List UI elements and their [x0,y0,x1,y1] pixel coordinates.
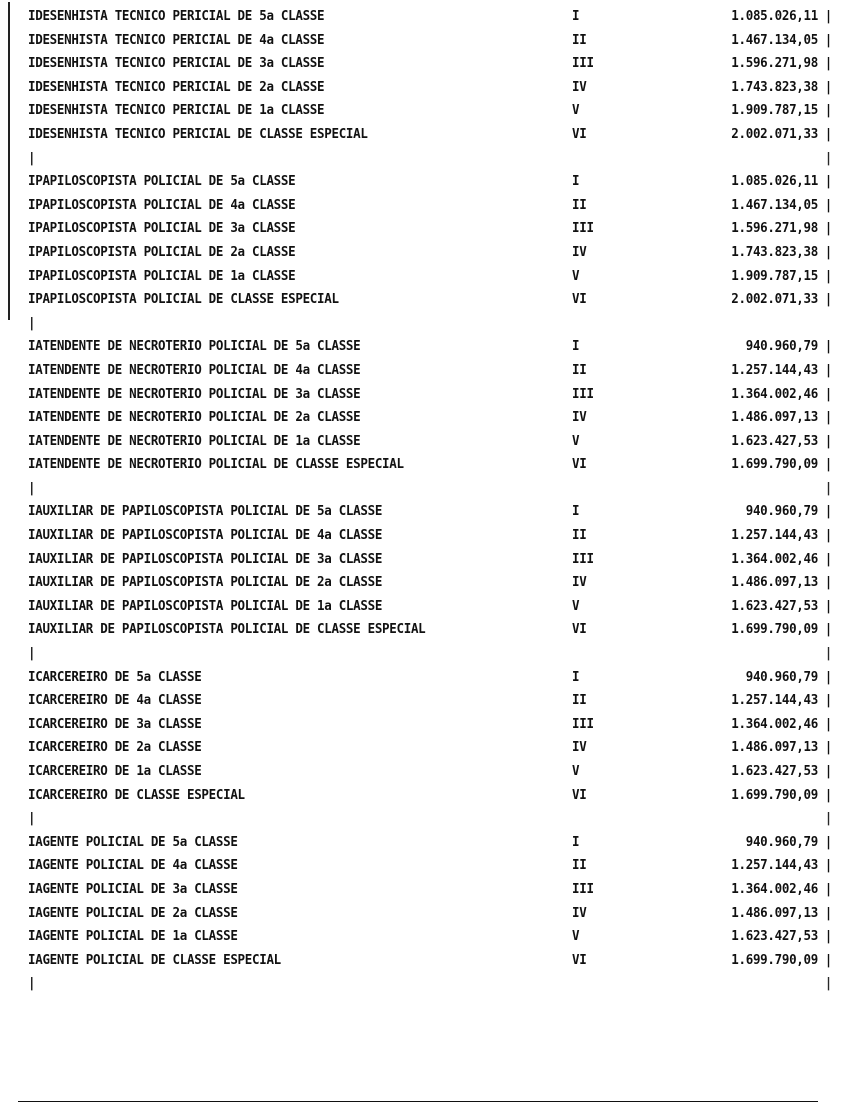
classe-cell: III [572,219,594,236]
valor-cell: 1.467.134,05 [731,196,818,213]
right-border-mark: | [824,833,832,850]
valor-cell: 1.623.427,53 [731,432,818,449]
table-row [12,876,832,901]
classe-cell: I [572,833,580,850]
valor-cell: 1.623.427,53 [731,927,818,944]
cargo-cell: IATENDENTE DE NECROTERIO POLICIAL DE 5a CLASSE [28,337,361,354]
cargo-cell: IAGENTE POLICIAL DE 4a CLASSE [28,856,238,873]
right-border-mark: | [824,455,832,472]
table-row [12,381,832,406]
classe-cell: IV [572,573,587,590]
cargo-cell: ICARCEREIRO DE 5a CLASSE [28,668,202,684]
table-row [12,829,832,854]
spacer-row [12,310,832,335]
spacer-row [12,971,832,996]
salary-table [12,4,832,995]
table-row [12,924,832,949]
classe-cell: II [572,856,587,873]
classe-cell: VI [572,455,587,472]
table-row [12,121,832,146]
right-border-mark: | [824,904,832,920]
cargo-cell: | [28,644,36,661]
table-row [12,263,832,288]
valor-cell: 1.909.787,15 [731,101,818,118]
table-row [12,522,832,547]
classe-cell: V [572,267,580,283]
classe-cell: VI [572,621,587,637]
table-row [12,546,832,571]
classe-cell: II [572,691,587,708]
valor-cell: 1.467.134,05 [731,31,818,47]
table-row [12,570,832,595]
cargo-cell: | [28,479,36,496]
table-row [12,711,832,736]
cargo-cell: ICARCEREIRO DE CLASSE ESPECIAL [28,786,245,802]
classe-cell: IV [572,243,587,260]
right-border-mark: | [824,172,832,189]
valor-cell: 1.085.026,11 [731,172,818,189]
classe-cell: V [572,432,580,449]
table-row [12,51,832,76]
cargo-cell: IDESENHISTA TECNICO PERICIAL DE 5a CLASSE [28,7,325,24]
valor-cell: 1.596.271,98 [731,54,818,71]
cargo-cell: IAUXILIAR DE PAPILOSCOPISTA POLICIAL DE 4a CLASSE [28,526,383,543]
right-border-mark: | [824,432,832,449]
table-row [12,947,832,972]
cargo-cell: IAUXILIAR DE PAPILOSCOPISTA POLICIAL DE 2a CLASSE [28,573,383,590]
table-row [12,499,832,524]
right-border-mark: | [824,479,832,496]
right-border-mark: | [824,951,832,968]
cargo-cell: ICARCEREIRO DE 4a CLASSE [28,691,202,708]
spacer-row [12,806,832,831]
cargo-cell: IAGENTE POLICIAL DE CLASSE ESPECIAL [28,951,281,968]
table-row [12,853,832,878]
table-row [12,74,832,99]
right-border-mark: | [824,196,832,213]
classe-cell: V [572,597,580,614]
cargo-cell: IPAPILOSCOPISTA POLICIAL DE 3a CLASSE [28,219,296,236]
classe-cell: VI [572,786,587,802]
spacer-row [12,475,832,500]
classe-cell: V [572,762,580,779]
classe-cell: III [572,54,594,71]
cargo-cell: IPAPILOSCOPISTA POLICIAL DE CLASSE ESPECIAL [28,290,339,307]
cargo-cell: IDESENHISTA TECNICO PERICIAL DE 2a CLASSE [28,78,325,95]
classe-cell: I [572,503,580,519]
valor-cell: 1.364.002,46 [731,715,818,732]
cargo-cell: IDESENHISTA TECNICO PERICIAL DE 1a CLASSE [28,101,325,118]
cargo-cell: IATENDENTE DE NECROTERIO POLICIAL DE 3a CLASSE [28,385,361,401]
table-row [12,3,832,28]
valor-cell: 1.743.823,38 [731,243,818,260]
right-border-mark: | [824,125,832,142]
classe-cell: I [572,668,580,684]
right-border-mark: | [824,526,832,543]
table-row [12,192,832,217]
valor-cell: 1.699.790,09 [731,951,818,968]
classe-cell: IV [572,78,587,95]
cargo-cell: IPAPILOSCOPISTA POLICIAL DE 5a CLASSE [28,172,296,189]
valor-cell: 2.002.071,33 [731,125,818,142]
cargo-cell: | [28,314,36,331]
table-row [12,593,832,618]
valor-cell: 1.909.787,15 [731,267,818,283]
cargo-cell: | [28,809,36,826]
table-row [12,357,832,382]
spacer-row [12,640,832,665]
valor-cell: 1.364.002,46 [731,550,818,567]
right-border-mark: | [824,739,832,755]
right-border-mark: | [824,361,832,378]
valor-cell: 940.960,79 [745,668,818,684]
table-row [12,27,832,52]
valor-cell: 1.364.002,46 [731,880,818,897]
valor-cell: 940.960,79 [745,337,818,354]
valor-cell: 1.699.790,09 [731,621,818,637]
table-row [12,452,832,477]
valor-cell: 940.960,79 [745,833,818,850]
right-border-mark: | [824,408,832,425]
cargo-cell: IATENDENTE DE NECROTERIO POLICIAL DE 4a CLASSE [28,361,361,378]
cargo-cell: | [28,974,36,991]
cargo-cell: IDESENHISTA TECNICO PERICIAL DE CLASSE ESPECIAL [28,125,368,142]
right-border-mark: | [824,880,832,897]
spacer-row [12,145,832,170]
valor-cell: 1.085.026,11 [731,7,818,24]
classe-cell: IV [572,739,587,755]
classe-cell: III [572,715,594,732]
cargo-cell: IDESENHISTA TECNICO PERICIAL DE 4a CLASSE [28,31,325,47]
right-border-mark: | [824,267,832,283]
table-left-border [8,2,10,320]
classe-cell: VI [572,951,587,968]
valor-cell: 1.699.790,09 [731,786,818,802]
valor-cell: 1.486.097,13 [731,408,818,425]
classe-cell: VI [572,125,587,142]
classe-cell: VI [572,290,587,307]
right-border-mark: | [824,644,832,661]
valor-cell: 1.623.427,53 [731,762,818,779]
cargo-cell: IAGENTE POLICIAL DE 1a CLASSE [28,927,238,944]
right-border-mark: | [824,691,832,708]
right-border-mark: | [824,715,832,732]
cargo-cell: IAUXILIAR DE PAPILOSCOPISTA POLICIAL DE 5a CLASSE [28,503,383,519]
valor-cell: 1.699.790,09 [731,455,818,472]
right-border-mark: | [824,54,832,71]
cargo-cell: ICARCEREIRO DE 1a CLASSE [28,762,202,779]
classe-cell: I [572,172,580,189]
valor-cell: 2.002.071,33 [731,290,818,307]
classe-cell: II [572,526,587,543]
right-border-mark: | [824,573,832,590]
table-row [12,664,832,689]
right-border-mark: | [824,337,832,354]
table-row [12,758,832,783]
right-border-mark: | [824,762,832,779]
right-border-mark: | [824,7,832,24]
cargo-cell: IAGENTE POLICIAL DE 2a CLASSE [28,904,238,920]
table-row [12,782,832,807]
table-row [12,688,832,713]
cargo-cell: IAGENTE POLICIAL DE 3a CLASSE [28,880,238,897]
cargo-cell: IAUXILIAR DE PAPILOSCOPISTA POLICIAL DE 1a CLASSE [28,597,383,614]
valor-cell: 1.623.427,53 [731,597,818,614]
classe-cell: III [572,550,594,567]
classe-cell: I [572,337,580,354]
right-border-mark: | [824,621,832,637]
table-row [12,98,832,123]
valor-cell: 1.596.271,98 [731,219,818,236]
valor-cell: 1.257.144,43 [731,856,818,873]
table-row [12,735,832,760]
cargo-cell: IAGENTE POLICIAL DE 5a CLASSE [28,833,238,850]
classe-cell: II [572,361,587,378]
cargo-cell: IPAPILOSCOPISTA POLICIAL DE 2a CLASSE [28,243,296,260]
table-row [12,405,832,430]
right-border-mark: | [824,290,832,307]
table-row [12,617,832,642]
table-row [12,428,832,453]
table-row [12,334,832,359]
cargo-cell: IDESENHISTA TECNICO PERICIAL DE 3a CLASSE [28,54,325,71]
right-border-mark: | [824,385,832,401]
table-row [12,239,832,264]
table-row [12,287,832,312]
right-border-mark: | [824,31,832,47]
valor-cell: 1.257.144,43 [731,691,818,708]
cargo-cell: IATENDENTE DE NECROTERIO POLICIAL DE 1a CLASSE [28,432,361,449]
right-border-mark: | [824,219,832,236]
right-border-mark: | [824,101,832,118]
cargo-cell: | [28,149,36,165]
table-row [12,900,832,925]
classe-cell: III [572,880,594,897]
right-border-mark: | [824,550,832,567]
right-border-mark: | [824,786,832,802]
classe-cell: IV [572,408,587,425]
cargo-cell: IAUXILIAR DE PAPILOSCOPISTA POLICIAL DE 3a CLASSE [28,550,383,567]
cargo-cell: ICARCEREIRO DE 3a CLASSE [28,715,202,732]
right-border-mark: | [824,149,832,165]
classe-cell: II [572,196,587,213]
cargo-cell: ICARCEREIRO DE 2a CLASSE [28,739,202,755]
classe-cell: I [572,7,580,24]
valor-cell: 1.257.144,43 [731,526,818,543]
valor-cell: 1.364.002,46 [731,385,818,401]
cargo-cell: IAUXILIAR DE PAPILOSCOPISTA POLICIAL DE CLASSE ESPECIAL [28,621,426,637]
classe-cell: II [572,31,587,47]
right-border-mark: | [824,503,832,519]
table-bottom-rule [18,1101,818,1102]
right-border-mark: | [824,856,832,873]
valor-cell: 1.257.144,43 [731,361,818,378]
cargo-cell: IATENDENTE DE NECROTERIO POLICIAL DE 2a CLASSE [28,408,361,425]
classe-cell: V [572,101,580,118]
classe-cell: IV [572,904,587,920]
right-border-mark: | [824,243,832,260]
valor-cell: 1.486.097,13 [731,904,818,920]
valor-cell: 940.960,79 [745,503,818,519]
cargo-cell: IPAPILOSCOPISTA POLICIAL DE 1a CLASSE [28,267,296,283]
right-border-mark: | [824,597,832,614]
table-row [12,169,832,194]
right-border-mark: | [824,974,832,991]
table-row [12,216,832,241]
right-border-mark: | [824,927,832,944]
classe-cell: III [572,385,594,401]
right-border-mark: | [824,78,832,95]
valor-cell: 1.743.823,38 [731,78,818,95]
cargo-cell: IPAPILOSCOPISTA POLICIAL DE 4a CLASSE [28,196,296,213]
right-border-mark: | [824,809,832,826]
valor-cell: 1.486.097,13 [731,573,818,590]
cargo-cell: IATENDENTE DE NECROTERIO POLICIAL DE CLASSE ESPECIAL [28,455,404,472]
right-border-mark: | [824,668,832,684]
classe-cell: V [572,927,580,944]
valor-cell: 1.486.097,13 [731,739,818,755]
